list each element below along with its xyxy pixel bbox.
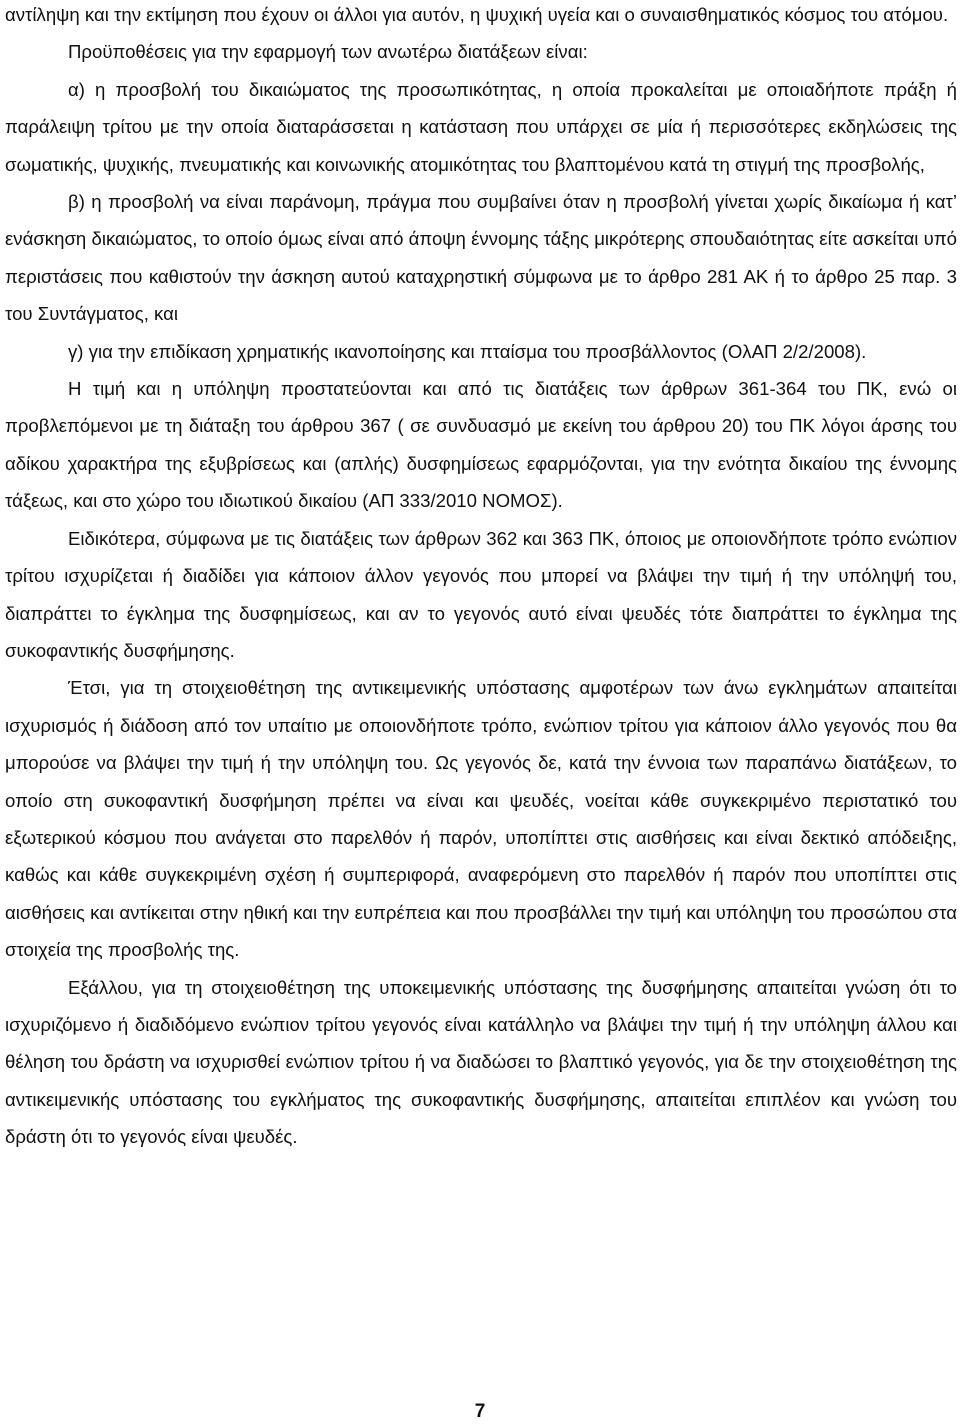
document-body (5, 0, 957, 1156)
paragraph-continuation: αντίληψη και την εκτίμηση που έχουν οι άλλοι για αυτόν, η ψυχική υγεία και ο συναισθηματικός κόσμος του ατόμου. (5, 4, 949, 25)
paragraph-conditions-intro: Προϋποθέσεις για την εφαρμογή των ανωτέρω διατάξεων είναι: (68, 41, 588, 63)
paragraph-condition-a: α) η προσβολή του δικαιώματος της προσωπικότητας, η οποία προκαλείται με οποιαδήποτε πράξη ή παράλειψη τρίτου με την οποία διαταράσσεται η κατάσταση που υπάρχει σε μία ή περισσότερες εκδηλώσεις της σωματικής, ψυχικής, πνευματικής και κοινωνικής ατομικότητας του βλαπτομένου κατά τη στιγμή της προσβολής, (5, 78, 957, 175)
paragraph-condition-c: γ) για την επιδίκαση χρηματικής ικανοποίησης και πταίσμα του προσβάλλοντος (ΟλΑΠ 2/2/2008). (68, 340, 867, 362)
paragraph-objective-elements: Έτσι, για τη στοιχειοθέτηση της αντικειμενικής υπόστασης αμφοτέρων των άνω εγκλημάτων απαιτείται ισχυρισμός ή διάδοση από τον υπαίτιο με οποιονδήποτε τρόπο, ενώπιον τρίτου για κάποιον άλλο γεγονός που θα μπορούσε να βλάψει την τιμή ή την υπόληψη του. Ως γεγονός δε, κατά την έννοια των παραπάνω διατάξεων, το οποίο στη συκοφαντική δυσφήμηση πρέπει να είναι και ψευδές, νοείται κάθε συγκεκριμένο περιστατικό του εξωτερικού κόσμου που ανάγεται στο παρελθόν ή παρόν, υποπίπτει στις αισθήσεις και είναι δεκτικό απόδειξης, καθώς και κάθε συγκεκριμένη σχέση ή συμπεριφορά, αναφερόμενη στο παρελθόν ή παρόν που υποπίπτει στις αισθήσεις και αντίκειται στην ηθική και την ευπρέπεια και που προσβάλλει την τιμή και υπόληψη του προσώπου στα στοιχεία της προσβολής της. (5, 677, 957, 961)
paragraph-defamation-articles: Ειδικότερα, σύμφωνα με τις διατάξεις των άρθρων 362 και 363 ΠΚ, όποιος με οποιονδήποτε τρόπο ενώπιον τρίτου ισχυρίζεται ή διαδίδει για κάποιον άλλον γεγονός που μπορεί να βλάψει την τιμή ή την υπόληψή του, διαπράττει το έγκλημα της δυσφημίσεως, και αν το γεγονός αυτό είναι ψευδές τότε διαπράττει το έγκλημα της συκοφαντικής δυσφήμησης. (5, 527, 957, 661)
paragraph-condition-b: β) η προσβολή να είναι παράνομη, πράγμα που συμβαίνει όταν η προσβολή γίνεται χωρίς δικαίωμα ή κατ’ ενάσκηση δικαιώματος, το οποίο όμως είναι από άποψη έννομης τάξης μικρότερης σπουδαιότητας είτε ασκείται υπό περιστάσεις που καθιστούν την άσκηση αυτού καταχρηστική σύμφωνα με το άρθρο 281 ΑΚ ή το άρθρο 25 παρ. 3 του Συντάγματος, και (5, 191, 957, 325)
paragraph-honor-protection: Η τιμή και η υπόληψη προστατεύονται και από τις διατάξεις των άρθρων 361-364 του ΠΚ, ενώ οι προβλεπόμενοι με τη διάταξη του άρθρου 367 ( σε συνδυασμό με εκείνη του άρθρου 20) του ΠΚ λόγοι άρσης του αδίκου χαρακτήρα της εξυβρίσεως και (απλής) δυσφημίσεως εφαρμόζονται, για την ενότητα δικαίου της έννομης τάξεως, και στο χώρο του ιδιωτικού δικαίου (ΑΠ 333/2010 ΝΟΜΟΣ). (5, 378, 957, 512)
page-number: 7 (474, 1401, 486, 1422)
paragraph-subjective-elements: Εξάλλου, για τη στοιχειοθέτηση της υποκειμενικής υπόστασης της δυσφήμησης απαιτείται γνώση ότι το ισχυριζόμενο ή διαδιδόμενο ενώπιον τρίτου γεγονός είναι κατάλληλο να βλάψει την τιμή ή την υπόληψη άλλου και θέληση του δράστη να ισχυρισθεί ενώπιον τρίτου ή να διαδώσει το βλαπτικό γεγονός, για δε την στοιχειοθέτηση της αντικειμενικής υπόστασης του εγκλήματος της συκοφαντικής δυσφήμησης, απαιτείται επιπλέον και γνώση του δράστη ότι το γεγονός είναι ψευδές. (5, 976, 957, 1148)
